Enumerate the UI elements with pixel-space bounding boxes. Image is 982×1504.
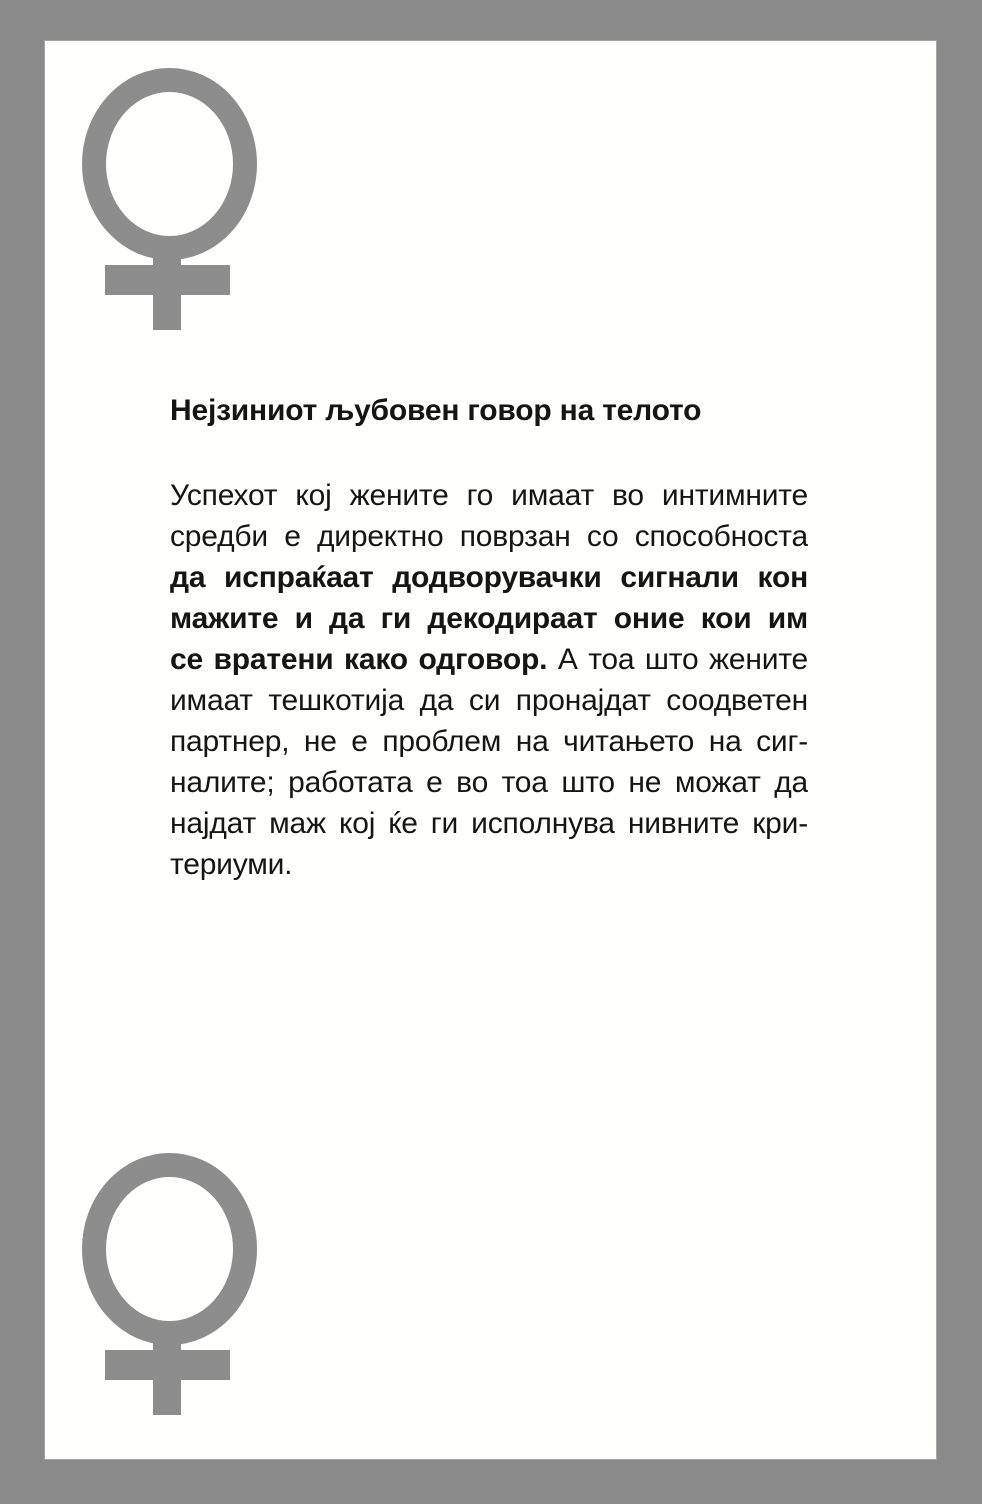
text-line [170,557,808,598]
text-line [170,639,808,680]
text-line [170,516,808,557]
bold-text-segment: мажите и да ги декодираат оние кои им [170,602,808,635]
text-segment: Успехот кој жените го имаат во интимните [170,479,808,512]
text-line [170,598,808,639]
bold-text-segment: да испраќаат додворувачки сигнали кон [170,561,808,594]
text-segment: средби е директно поврзан со способноста [170,520,808,553]
female-symbol-icon [82,68,257,330]
text-segment: најдат маж кој ќе ги исполнува нивните кри- [170,807,808,840]
page-paper [45,41,936,1459]
text-segment: имаат тешкотија да си пронајдат соодветен [170,684,808,717]
text-segment: териуми. [170,848,293,881]
text-line [170,762,808,803]
text-segment: партнер, не е проблем на читањето на сиг- [170,725,808,758]
text-line [170,803,808,844]
text-line [170,680,808,721]
text-segment: налите; работата е во тоа што не можат да [170,766,808,799]
text-line [170,475,808,516]
body-paragraph [170,475,808,885]
female-symbol-icon [82,1153,257,1415]
bold-text-segment: се вратени како одговор. [170,643,548,676]
text-line [170,844,808,885]
section-heading: Нејзиниот љубовен говор на телото [170,394,702,427]
text-segment: А тоа што жените [547,643,808,676]
text-line [170,721,808,762]
